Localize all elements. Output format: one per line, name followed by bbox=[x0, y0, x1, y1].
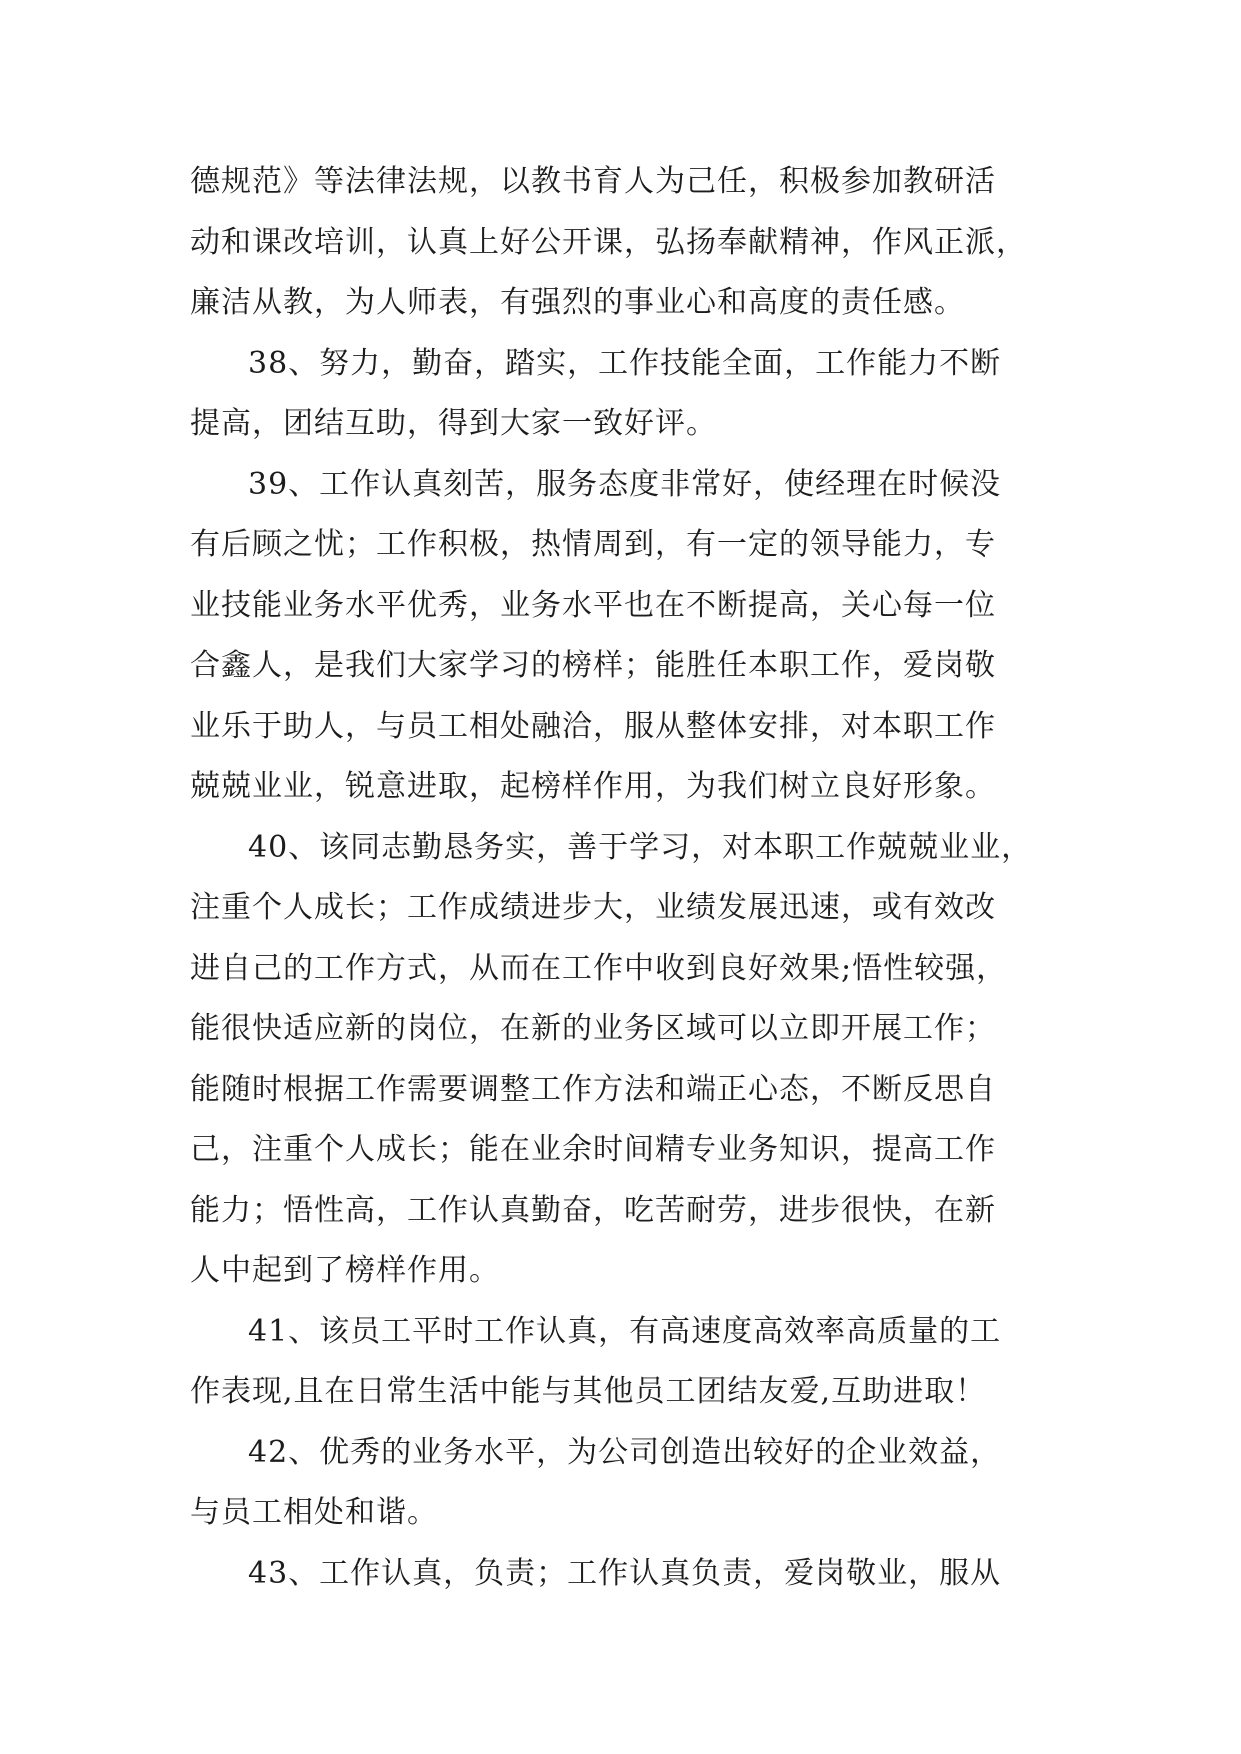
text-line: 有后顾之忧；工作积极，热情周到，有一定的领导能力，专 bbox=[190, 527, 996, 562]
paragraph-43-start: 43、工作认真，负责；工作认真负责，爱岗敬业，服从 bbox=[248, 1555, 1002, 1591]
paragraph-38-start: 38、努力，勤奋，踏实，工作技能全面，工作能力不断 bbox=[248, 345, 1002, 381]
paragraph-40-start: 40、该同志勤恳务实，善于学习，对本职工作兢兢业业， bbox=[248, 829, 1033, 865]
text-line: 己，注重个人成长；能在业余时间精专业务知识，提高工作 bbox=[190, 1132, 996, 1167]
text-line: 廉洁从教，为人师表，有强烈的事业心和高度的责任感。 bbox=[190, 285, 965, 320]
text-line: 进自己的工作方式，从而在工作中收到良好效果;悟性较强， bbox=[190, 950, 1008, 986]
text-line: 提高，团结互助，得到大家一致好评。 bbox=[190, 406, 717, 441]
paragraph-41-start: 41、该员工平时工作认真，有高速度高效率高质量的工 bbox=[248, 1313, 1002, 1349]
text-line: 与员工相处和谐。 bbox=[190, 1495, 438, 1530]
text-line: 合鑫人，是我们大家学习的榜样；能胜任本职工作，爱岗敬 bbox=[190, 648, 996, 683]
text-line: 作表现,且在日常生活中能与其他员工团结友爱,互助进取！ bbox=[190, 1374, 987, 1409]
text-line: 兢兢业业，锐意进取，起榜样作用，为我们树立良好形象。 bbox=[190, 769, 996, 804]
text-line: 注重个人成长；工作成绩进步大，业绩发展迅速，或有效改 bbox=[190, 890, 996, 925]
text-line: 能力；悟性高，工作认真勤奋，吃苦耐劳，进步很快，在新 bbox=[190, 1192, 996, 1228]
paragraph-42-start: 42、优秀的业务水平，为公司创造出较好的企业效益， bbox=[248, 1434, 1002, 1470]
text-line: 能随时根据工作需要调整工作方法和端正心态，不断反思自 bbox=[190, 1071, 996, 1107]
text-line: 能很快适应新的岗位，在新的业务区域可以立即开展工作； bbox=[190, 1011, 996, 1046]
text-line: 业技能业务水平优秀，业务水平也在不断提高，关心每一位 bbox=[190, 587, 996, 623]
text-line: 业乐于助人，与员工相处融洽，服从整体安排，对本职工作 bbox=[190, 708, 996, 744]
paragraph-39-start: 39、工作认真刻苦，服务态度非常好，使经理在时候没 bbox=[248, 466, 1002, 502]
text-line: 动和课改培训，认真上好公开课，弘扬奉献精神，作风正派， bbox=[190, 224, 1027, 260]
document-body bbox=[190, 152, 1052, 1604]
text-line: 德规范》等法律法规，以教书育人为己任，积极参加教研活 bbox=[190, 164, 996, 199]
text-line: 人中起到了榜样作用。 bbox=[190, 1253, 500, 1288]
